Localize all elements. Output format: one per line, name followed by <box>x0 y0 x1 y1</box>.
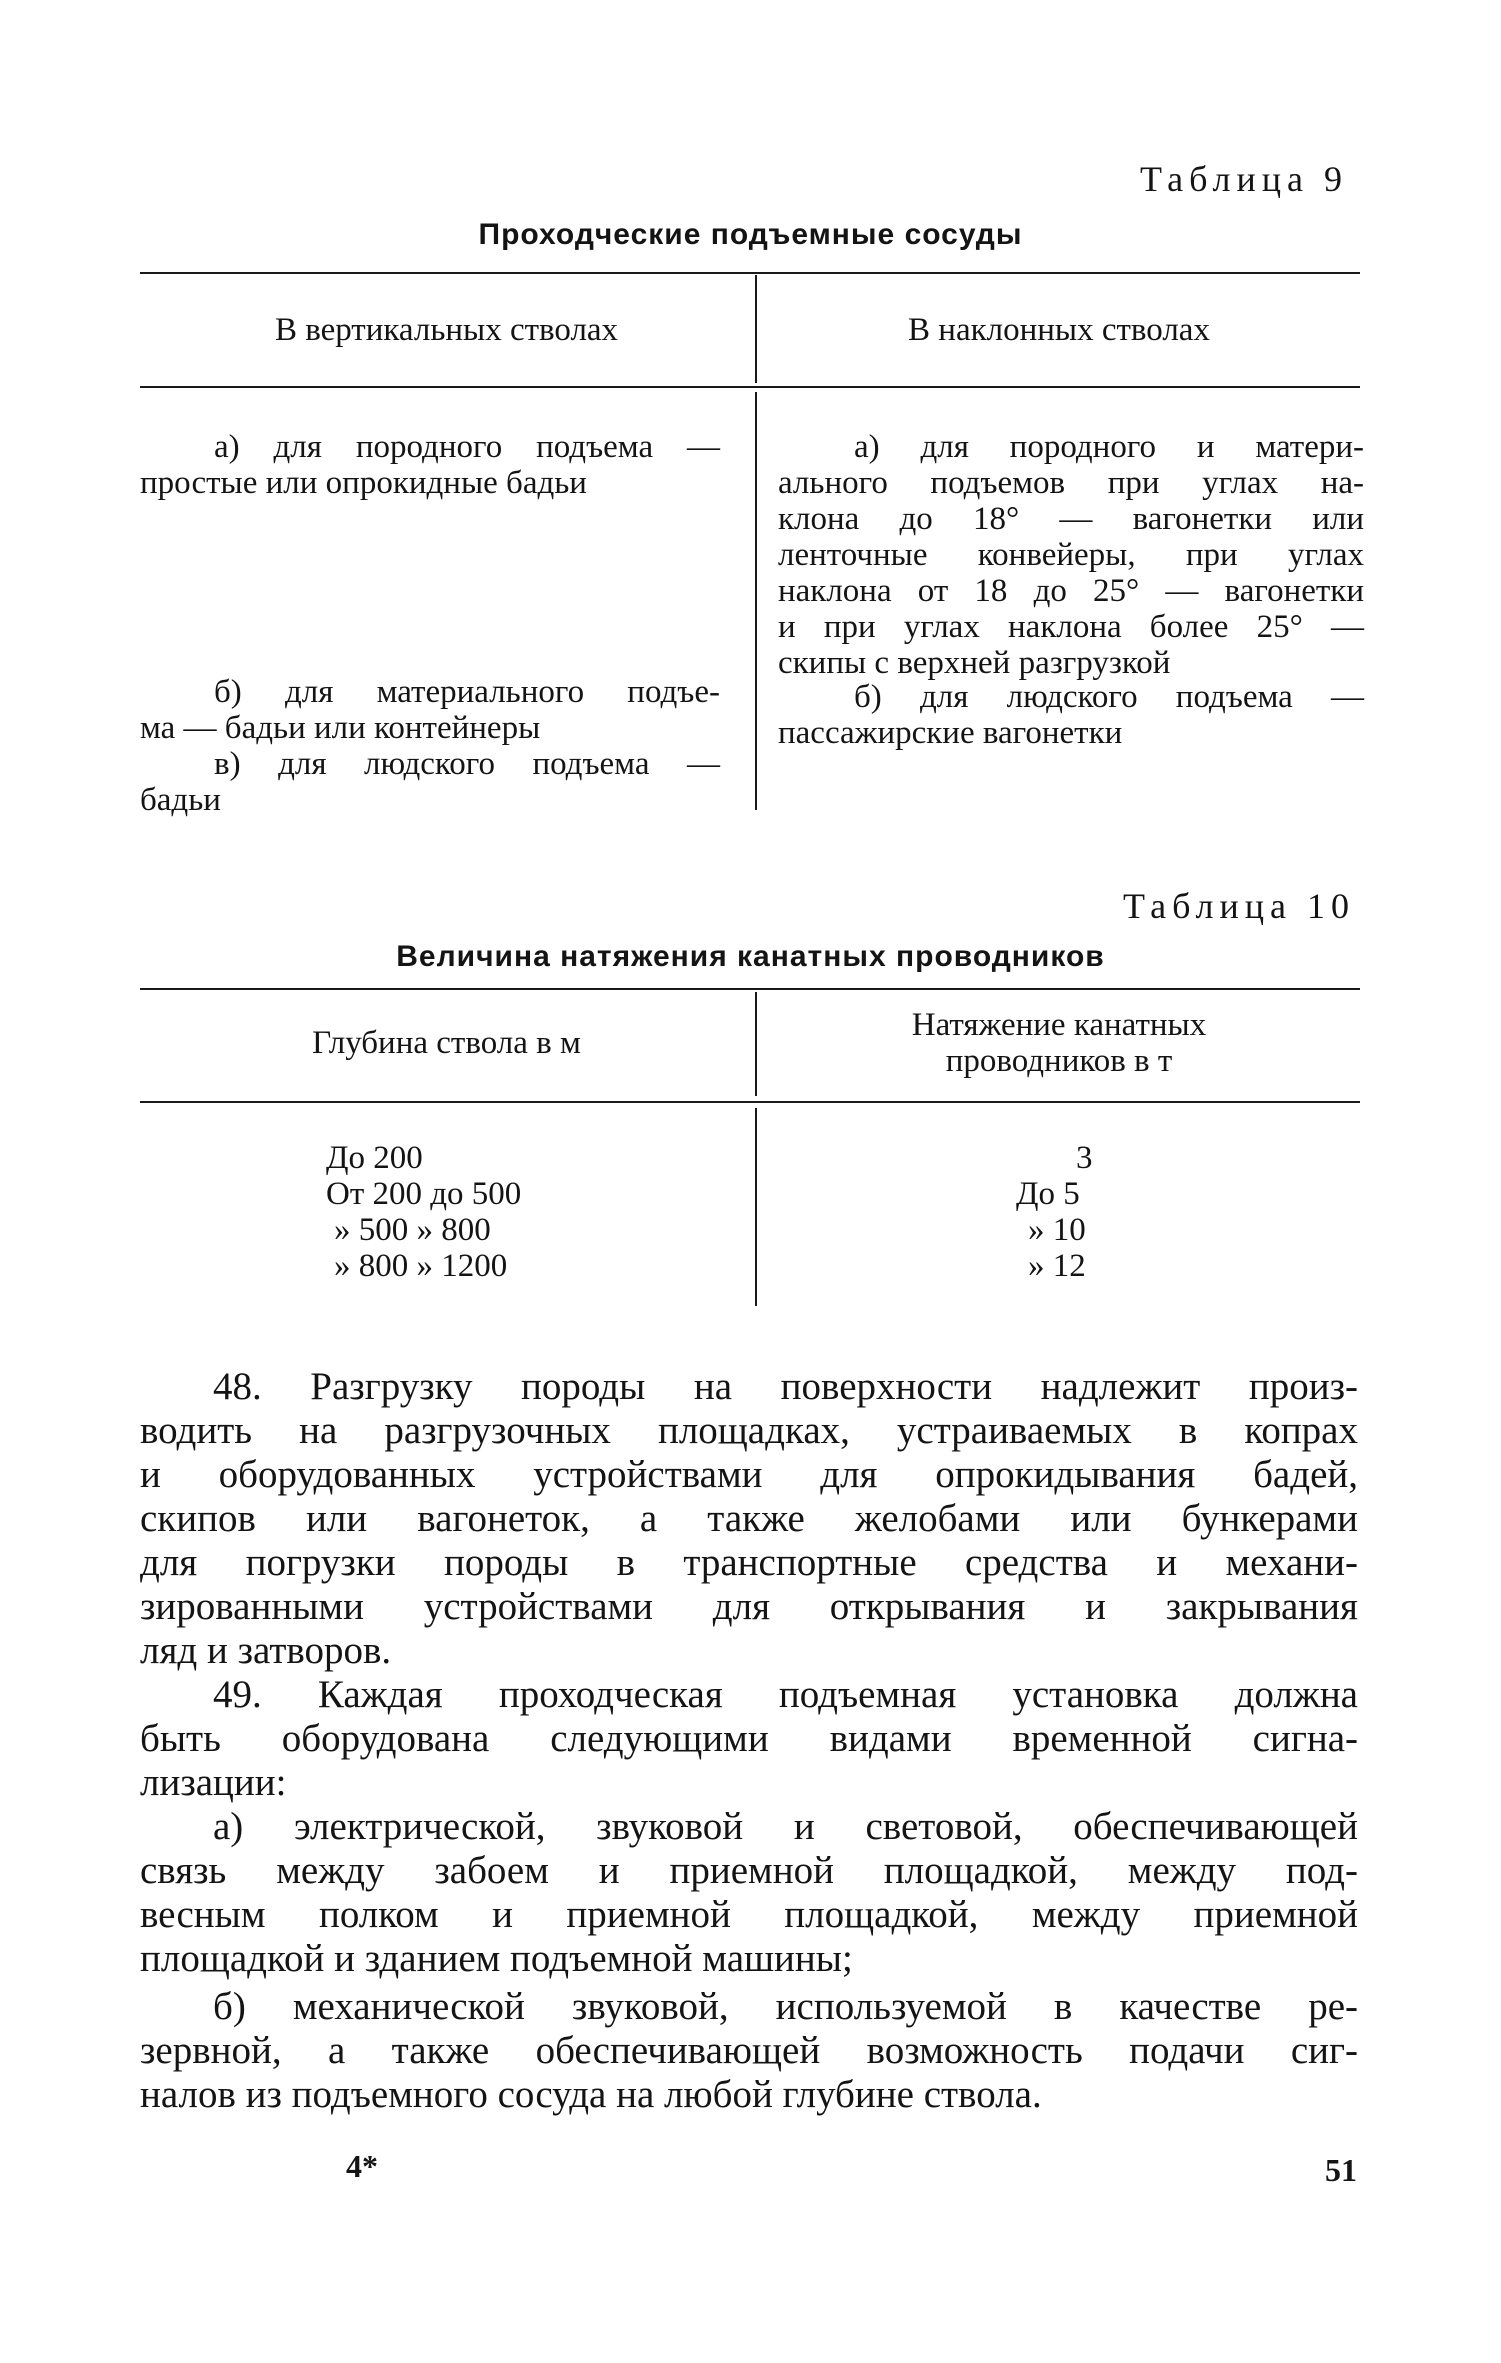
table10-top-rule <box>140 988 1360 990</box>
table10-tension-cell: » 12 <box>1028 1248 1086 1284</box>
paragraph-49-item-b: б) механической звуковой, используемой в качестве ре- зервной, а также обеспечивающей возможность подачи сиг- налов из подъемного сосуда на любой глубине ствола. <box>140 1985 1358 2116</box>
table10-depth-cell: » 500 » 800 <box>334 1212 491 1248</box>
table9-header-vertical: В вертикальных стволах <box>274 312 619 348</box>
table10-depth-cell: От 200 до 500 <box>326 1176 522 1212</box>
table9-vertical-item-a: а) для породного подъема — простые или опрокидные бадьи <box>140 429 720 501</box>
paragraph-48: 48. Разгрузку породы на поверхности надлежит произ- водить на разгрузочных площадках, устраиваемых в копрах и оборудованных устройствами для опрокидывания бадей, скипов или вагонеток, а также желобами или бункерами для погрузки породы в транспортные средства и механи- зированными устройствами для открывания и закрывания ляд и затворов. <box>140 1365 1358 1672</box>
table10-depth-cell: До 200 <box>326 1140 423 1176</box>
paragraph-49: 49. Каждая проходческая подъемная установка должна быть оборудована следующими видами временной сигна- лизации: <box>140 1673 1358 1804</box>
page-number: 51 <box>1325 2152 1357 2188</box>
table9-top-rule <box>140 272 1360 274</box>
table9-header-divider <box>755 275 757 383</box>
table10-depth-column <box>326 1140 521 1284</box>
table9-inclined-item-a: а) для породного и матери- ального подъемов при углах на- клона до 18° — вагонетки или ленточные конвейеры, при углах наклона от 18 до 25° — вагонетки и при углах наклона более 25° — скипы с верхней разгрузкой <box>778 429 1364 681</box>
table9-header-rule <box>140 386 1360 388</box>
table10-label: Таблица 10 <box>1123 886 1355 926</box>
table9-vertical-item-b: б) для материального подъе- ма — бадьи или контейнеры <box>140 674 720 746</box>
table9-inclined-item-b: б) для людского подъема — пассажирские вагонетки <box>778 679 1364 751</box>
table10-tension-cell: 3 <box>1076 1140 1093 1176</box>
signature-mark: 4* <box>346 2148 378 2184</box>
table10-header-divider <box>755 992 757 1096</box>
table10-header-tension: Натяжение канатных проводников в т <box>911 1007 1207 1079</box>
table10-title: Величина натяжения канатных проводников <box>396 940 1105 973</box>
table9-header-inclined: В наклонных стволах <box>908 312 1210 348</box>
table9-label: Таблица 9 <box>1140 159 1348 199</box>
table10-header-rule <box>140 1101 1360 1103</box>
table10-depth-cell: » 800 » 1200 <box>334 1248 508 1284</box>
table9-body-divider <box>755 392 757 810</box>
paragraph-49-item-a: а) электрической, звуковой и световой, обеспечивающей связь между забоем и приемной площадкой, между под- весным полком и приемной площадкой, между приемной площадкой и зданием подъемной машины; <box>140 1805 1358 1980</box>
table10-tension-cell: До 5 <box>1016 1176 1080 1212</box>
table10-body-divider <box>755 1108 757 1306</box>
table9-vertical-item-c: в) для людского подъема — бадьи <box>140 746 720 818</box>
table9-title: Проходческие подъемные сосуды <box>478 218 1023 251</box>
table10-header-depth: Глубина ствола в м <box>312 1025 581 1061</box>
table10-tension-column <box>1016 1140 1093 1284</box>
table10-tension-cell: » 10 <box>1028 1212 1086 1248</box>
